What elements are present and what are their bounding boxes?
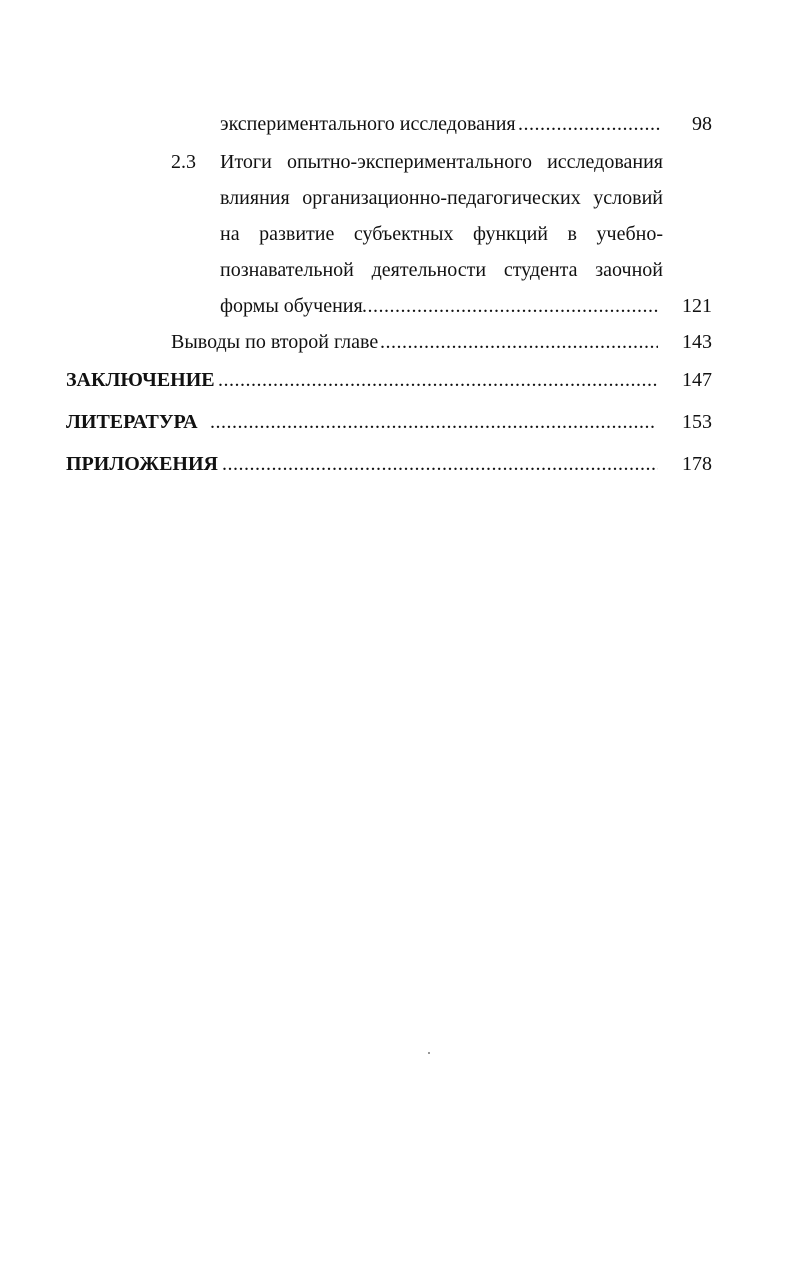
toc-page-number: 98 <box>692 113 712 135</box>
toc-page-number: 153 <box>682 411 712 433</box>
toc-page-number: 121 <box>682 295 712 317</box>
toc-entry-title: ЗАКЛЮЧЕНИЕ <box>66 369 215 391</box>
toc-section-number: 2.3 <box>171 151 196 173</box>
toc-entry-title: Выводы по второй главе <box>171 331 379 353</box>
toc-entry-line: познавательной деятельности студента заочной <box>220 259 663 281</box>
toc-leader-dots <box>222 452 658 476</box>
toc-leader-dots <box>518 112 662 136</box>
toc-page-number: 143 <box>682 331 712 353</box>
toc-page-number: 147 <box>682 369 712 391</box>
toc-leader-dots <box>218 368 658 392</box>
scan-speck <box>428 1052 430 1054</box>
toc-leader-dots <box>380 330 658 354</box>
toc-entry-title: ЛИТЕРАТУРА <box>66 411 198 433</box>
toc-entry-line-last: формы обучения <box>220 295 363 317</box>
toc-entry-title: экспериментального исследования <box>220 113 516 135</box>
toc-entry-title: ПРИЛОЖЕНИЯ <box>66 453 218 475</box>
toc-page-number: 178 <box>682 453 712 475</box>
toc-entry-line: влияния организационно-педагогических условий <box>220 187 663 209</box>
toc-leader-dots <box>362 294 660 318</box>
toc-entry-line: Итоги опытно-экспериментального исследования <box>220 151 663 173</box>
toc-entry-line: на развитие субъектных функций в учебно- <box>220 223 663 245</box>
toc-leader-dots <box>210 410 656 434</box>
